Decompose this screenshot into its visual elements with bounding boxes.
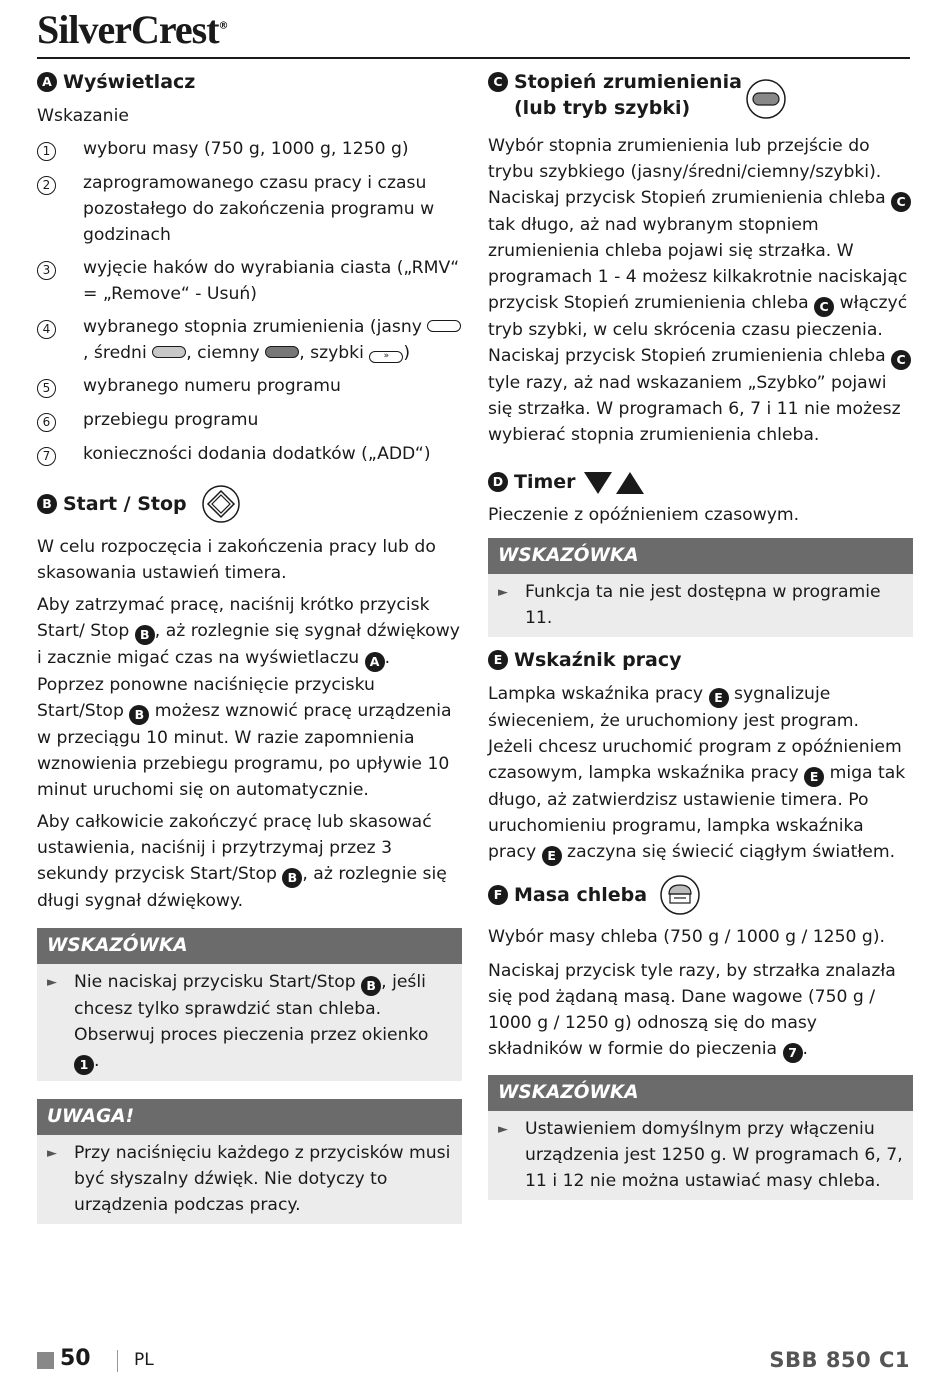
- header-rule: [37, 57, 910, 59]
- note-title: WSKAZÓWKA: [488, 1075, 913, 1111]
- t: Stopień zrumienienia: [514, 71, 742, 93]
- t: .: [94, 1051, 100, 1071]
- t: Lampka wskaźnika pracy: [488, 684, 709, 704]
- note-box: [488, 538, 913, 637]
- section-b-p2: [37, 592, 462, 803]
- num: 5: [37, 379, 56, 398]
- list-text: [83, 314, 462, 366]
- section-f-heading: [488, 874, 913, 916]
- note-text: Funkcja ta nie jest dostępna w programie 11.: [525, 582, 881, 628]
- list-text: zaprogramowanego czasu pracy i czasu pozostałego do zakończenia programu w godzinach: [83, 173, 435, 245]
- crust-color-icon: [744, 77, 788, 121]
- badge-e: E: [488, 650, 508, 670]
- t: sygnalizuje świeceniem, że uruchomiony jest program.: [488, 684, 859, 731]
- section-c-heading: [488, 69, 913, 121]
- t: Aby zatrzymać pracę, naciśnij krótko przycisk Start/ Stop: [37, 595, 430, 641]
- badge-e: E: [542, 846, 562, 866]
- list-text: przebiegu programu: [83, 410, 259, 430]
- section-c-p: [488, 133, 913, 448]
- note-box: [37, 928, 462, 1081]
- num: 2: [37, 176, 56, 195]
- rapid-mode-icon: »: [369, 351, 403, 363]
- badge-f: F: [488, 885, 508, 905]
- start-stop-icon: [201, 484, 241, 524]
- t: (lub tryb szybki): [514, 97, 691, 119]
- brand-logo: SilverCrest®: [37, 7, 228, 52]
- left-column: [37, 66, 462, 1224]
- t: wybranego stopnia zrumienienia (jasny: [83, 317, 428, 337]
- heading-text: Start / Stop: [63, 493, 187, 515]
- t: włączyć tryb szybki, w celu skrócenia czasu pieczenia. Naciskaj przycisk Stopień zrumienienia chleba: [488, 293, 908, 366]
- section-b-heading: [37, 484, 462, 524]
- section-a-heading: [37, 69, 462, 95]
- t: Aby całkowicie zakończyć pracę lub skasować ustawienia, naciśnij i przytrzymaj przez 3 sekundy przycisk Start/Stop: [37, 812, 432, 884]
- language-code: PL: [134, 1350, 154, 1370]
- note-title: WSKAZÓWKA: [37, 928, 462, 964]
- bullet-arrow-icon: ►: [498, 585, 508, 600]
- list-item: [37, 441, 462, 468]
- t: , aż rozlegnie się długi sygnał dźwiękowy.: [37, 864, 447, 911]
- t: zaczyna się świecić ciągłym światłem.: [561, 842, 896, 862]
- t: . Poprzez ponowne naciśnięcie przycisku Start/Stop: [37, 648, 391, 721]
- section-b-p3: [37, 809, 462, 914]
- list-text: konieczności dodania dodatków („ADD“): [83, 444, 431, 464]
- section-d-p: Pieczenie z opóźnieniem czasowym.: [488, 505, 800, 525]
- section-d-heading: [488, 468, 913, 496]
- badge-c: C: [891, 350, 911, 370]
- badge-c: C: [488, 72, 508, 92]
- t: Wybór stopnia zrumienienia lub przejście do trybu szybkiego (jasny/średni/ciemny/szybki). Naciskaj przycisk Stopień zrumienienia chleba: [488, 136, 892, 208]
- badge-b: B: [135, 625, 155, 645]
- heading-text: Wyświetlacz: [63, 71, 196, 93]
- badge-a: A: [37, 72, 57, 92]
- t: Naciskaj przycisk tyle razy, by strzałka znalazła się pod żądaną masą. Dane wagowe (750 g / 1000 g / 1250 g) odnoszą się do masy składników w formie do pieczenia: [488, 961, 896, 1059]
- t: tyle razy, aż nad wskazaniem „Szybko” pojawi się strzałka. W programach 6, 7 i 11 nie możesz wybierać stopnia zrumienienia chleba.: [488, 373, 901, 445]
- num: 1: [37, 142, 56, 161]
- note-box: [488, 1075, 913, 1200]
- timer-arrows-icon: [582, 468, 646, 496]
- t: , ciemny: [186, 343, 266, 363]
- badge-b: B: [361, 976, 381, 996]
- t: , jeśli chcesz tylko sprawdzić stan chleba. Obserwuj proces pieczenia przez okienko: [74, 972, 429, 1045]
- list-item: [37, 136, 462, 163]
- footer-divider: [117, 1350, 118, 1372]
- badge-b: B: [129, 705, 149, 725]
- list-text: wyjęcie haków do wyrabiania ciasta („RMV“ = „Remove“ - Usuń): [83, 258, 460, 304]
- list-text: wyboru masy (750 g, 1000 g, 1250 g): [83, 139, 409, 159]
- t: , szybki: [299, 343, 370, 363]
- num: 3: [37, 261, 56, 280]
- section-e-p1: [488, 681, 913, 734]
- num: 7: [37, 447, 56, 466]
- num: 6: [37, 413, 56, 432]
- loaf-size-icon: [659, 874, 701, 916]
- dark-crust-icon: [265, 346, 299, 358]
- footer-square: [37, 1352, 54, 1369]
- note-text: Ustawieniem domyślnym przy włączeniu urządzenia jest 1250 g. W programach 6, 7, 11 i 12 nie można ustawiać masy chleba.: [525, 1119, 903, 1191]
- t: ): [403, 343, 411, 363]
- warning-text: Przy naciśnięciu każdego z przycisków musi być słyszalny dźwięk. Nie dotyczy to urządzenia podczas pracy.: [74, 1143, 451, 1215]
- heading-text: [514, 69, 742, 121]
- list-text: wybranego numeru programu: [83, 376, 341, 396]
- badge-b: B: [37, 494, 57, 514]
- page-number: 50: [60, 1346, 91, 1371]
- badge-e: E: [804, 767, 824, 787]
- list-item: [37, 314, 462, 366]
- badge-d: D: [488, 472, 508, 492]
- model-number: SBB 850 C1: [769, 1348, 910, 1372]
- t: miga tak długo, aż zatwierdzisz ustawienie timera. Po uruchomieniu programu, lampka wskaźnika pracy: [488, 763, 906, 862]
- heading-text: Masa chleba: [514, 884, 648, 906]
- badge-7: 7: [783, 1043, 803, 1063]
- bullet-arrow-icon: ►: [47, 1146, 57, 1161]
- section-f-p2: [488, 958, 913, 1063]
- badge-b: B: [282, 868, 302, 888]
- t: Nie naciskaj przycisku Start/Stop: [74, 972, 362, 992]
- section-e-p2: [488, 734, 913, 866]
- bullet-arrow-icon: ►: [47, 975, 57, 990]
- light-crust-icon: [427, 320, 461, 332]
- badge-c: C: [814, 297, 834, 317]
- t: , aż rozlegnie się sygnał dźwiękowy i zacznie migać czas na wyświetlaczu: [37, 621, 460, 668]
- section-f-p1: Wybór masy chleba (750 g / 1000 g / 1250 g).: [488, 927, 885, 947]
- t: .: [802, 1039, 809, 1059]
- note-title: WSKAZÓWKA: [488, 538, 913, 574]
- section-e-heading: [488, 647, 913, 673]
- badge-e: E: [709, 688, 729, 708]
- warning-title: UWAGA!: [37, 1099, 462, 1135]
- list-item: [37, 373, 462, 400]
- right-column: [488, 66, 913, 1200]
- t: , średni: [83, 343, 153, 363]
- bullet-arrow-icon: ►: [498, 1122, 508, 1137]
- t: Jeżeli chcesz uruchomić program z opóźnieniem czasowym, lampka wskaźnika pracy: [488, 737, 902, 783]
- list-item: [37, 255, 462, 307]
- note-text: [74, 969, 452, 1075]
- num: 4: [37, 320, 56, 339]
- list-item: [37, 407, 462, 434]
- display-list: [37, 136, 462, 468]
- badge-1: 1: [74, 1055, 94, 1075]
- t: tak długo, aż nad wybranym stopniem zrumienienia chleba pojawi się strzałka. W programach 1 - 4 możesz kilkakrotnie naciskając przycisk Stopień zrumienienia chleba: [488, 215, 908, 313]
- badge-c: C: [891, 192, 911, 212]
- badge-a: A: [365, 652, 385, 672]
- list-item: [37, 170, 462, 248]
- medium-crust-icon: [152, 346, 186, 358]
- t: możesz wznowić pracę urządzenia w przeciągu 10 minut. W razie zapomnienia wznowienia przebiegu programu, po upływie 10 minut uruchomi się on automatycznie.: [37, 701, 452, 800]
- heading-text: Timer: [514, 471, 576, 493]
- heading-text: Wskaźnik pracy: [514, 649, 682, 671]
- page-footer: [37, 1346, 910, 1374]
- section-a-sub: Wskazanie: [37, 106, 129, 126]
- section-b-p1: W celu rozpoczęcia i zakończenia pracy lub do skasowania ustawień timera.: [37, 537, 436, 583]
- warning-box: [37, 1099, 462, 1224]
